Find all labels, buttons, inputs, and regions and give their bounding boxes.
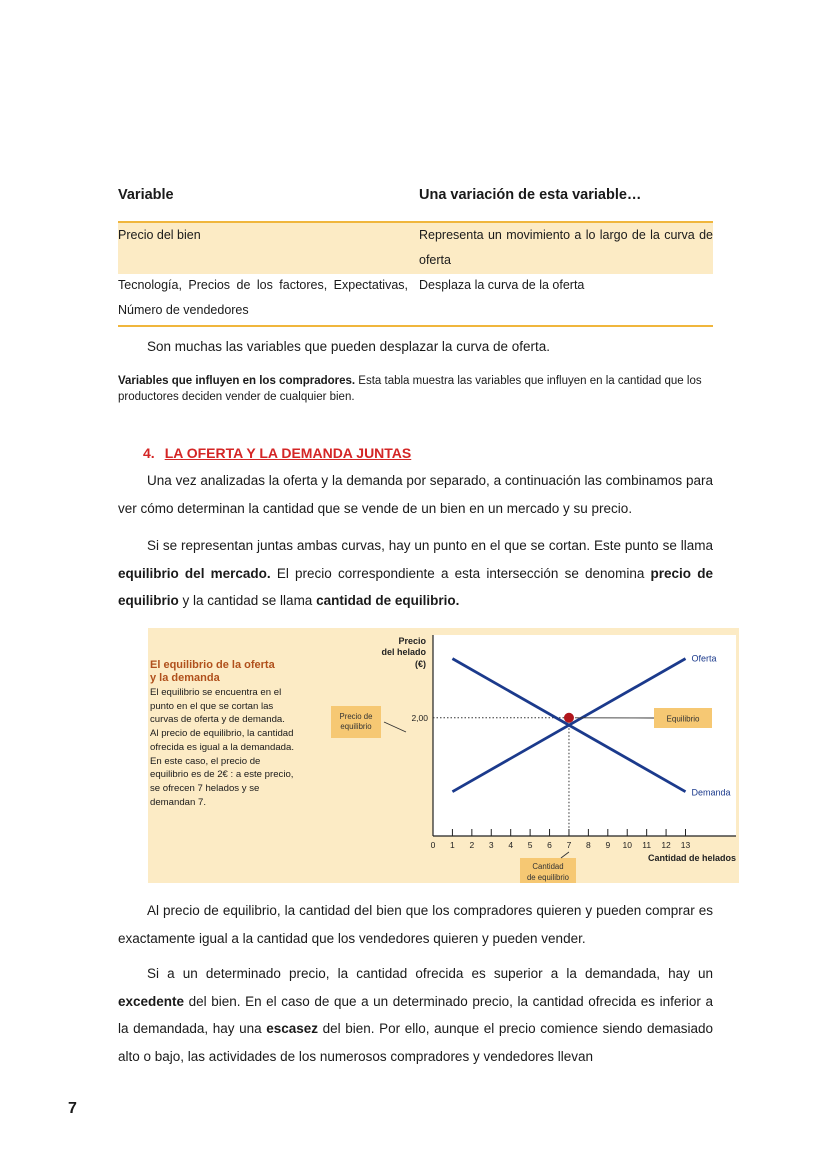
figure-title-line-2: y la demanda [150,672,220,684]
figure-description: El equilibrio se encuentra en el punto en el que se cortan las curvas de oferta y de demanda. Al precio de equilibrio, la cantidad ofrecida es igual a la demandada. En este caso, el precio de equilibrio es de 2€ : a este precio, se ofrecen 7 helados y se demandan 7. [150,687,295,808]
equilibrium-figure [148,628,739,883]
section-heading [143,445,411,461]
y-axis-label-3: (€) [415,659,426,669]
x-tick-label: 6 [547,840,552,850]
y-tick-label: 2,00 [411,712,428,723]
equilibrium-chart [148,628,739,883]
table-bottom-rule [118,325,713,327]
section-number: 4. [143,445,155,461]
p4-bold-escasez: escasez [266,1021,319,1036]
p2-text-2: El precio correspondiente a esta intersección se denomina [270,565,651,581]
x-axis-label: Cantidad de helados [647,853,736,863]
quantity-callout-line-2: de equilibrio [526,873,570,882]
x-tick-label: 13 [680,840,691,850]
price-callout-leader [384,722,406,732]
x-tick-label: 10 [622,840,632,850]
equilibrium-callout-label: Equilibrio [666,714,700,724]
p2-bold-cantidad: cantidad de equilibrio. [316,593,460,608]
table-cell-variable: Precio del bien [118,228,201,242]
paragraph-4 [118,960,713,1070]
x-tick-label: 12 [661,840,671,850]
x-tick-label: 3 [488,840,494,850]
x-tick-label: 2 [469,840,475,850]
x-tick-label: 1 [450,840,455,850]
quantity-callout-leader [561,852,569,858]
table-cell-effect: Representa un movimiento a lo largo de la curva de oferta [419,228,713,267]
x-tick-label: 7 [566,840,572,850]
p2-bold-precio: precio de equilibrio [118,565,713,608]
table-cell-effect: Desplaza la curva de la oferta [419,278,585,292]
p2-text-3: y la cantidad se llama [178,593,317,608]
table-row [118,223,713,274]
table-caption [118,373,718,405]
table-header-variable: Variable [118,187,174,203]
paragraph-3: Al precio de equilibrio, la cantidad del bien que los compradores quieren y pueden comprar es exactamente igual a la cantidad que los vendedores quieren y pueden vender. [118,903,713,946]
p4-text-3: del bien. Por ello, aunque el precio comience siendo demasiado alto o bajo, las actividades de los numerosos compradores y vendedores llevan [118,1021,713,1064]
x-tick-label: 4 [508,840,514,850]
x-tick-label: 9 [605,840,611,850]
equilibrium-point [564,713,574,723]
page-number: 7 [68,1100,77,1117]
x-tick-label: 8 [586,840,591,850]
quantity-callout-line-1: Cantidad [532,862,564,871]
caption-bold: Variables que influyen en los compradores. [118,375,356,387]
paragraph-2 [118,532,713,615]
price-callout-line-1: Precio de [339,712,373,721]
note-after-table: Son muchas las variables que pueden desplazar la curva de oferta. [147,339,550,354]
p4-bold-excedente: excedente [118,993,185,1009]
price-callout-line-2: equilibrio [340,722,372,731]
table-header-effect: Una variación de esta variable… [419,187,642,203]
caption-text: Esta tabla muestra las variables que influyen en la cantidad que los productores deciden vender de cualquier bien. [118,375,702,403]
x-tick-label: 0 [430,840,436,850]
p2-text-1: Si se representan juntas ambas curvas, hay un punto en el que se cortan. Este punto se llama [147,538,713,553]
table-cell-variable: Tecnología, Precios de los factores, Expectativas, Número de vendedores [118,278,408,317]
y-axis-label-2: del helado [381,647,426,657]
p4-text-1: Si a un determinado precio, la cantidad ofrecida es superior a la demandada, hay un [147,966,713,981]
p4-text-2: del bien. En el caso de que a un determinado precio, la cantidad ofrecida es inferior a la demandada, hay una [118,993,713,1036]
figure-title-line-1: El equilibrio de la oferta [150,659,275,671]
section-title: LA OFERTA Y LA DEMANDA JUNTAS [164,445,412,461]
supply-label: Oferta [691,653,717,664]
table-row [118,273,713,324]
x-tick-label: 11 [642,840,652,850]
paragraph-1: Una vez analizadas la oferta y la demanda por separado, a continuación las combinamos para ver cómo determinan la cantidad que se vende de un bien en un mercado y su precio. [118,473,713,516]
x-tick-label: 5 [527,840,533,850]
y-axis-label-1: Precio [398,636,426,646]
demand-label: Demanda [691,787,731,798]
p2-bold-equilibrio: equilibrio del mercado. [118,565,271,581]
